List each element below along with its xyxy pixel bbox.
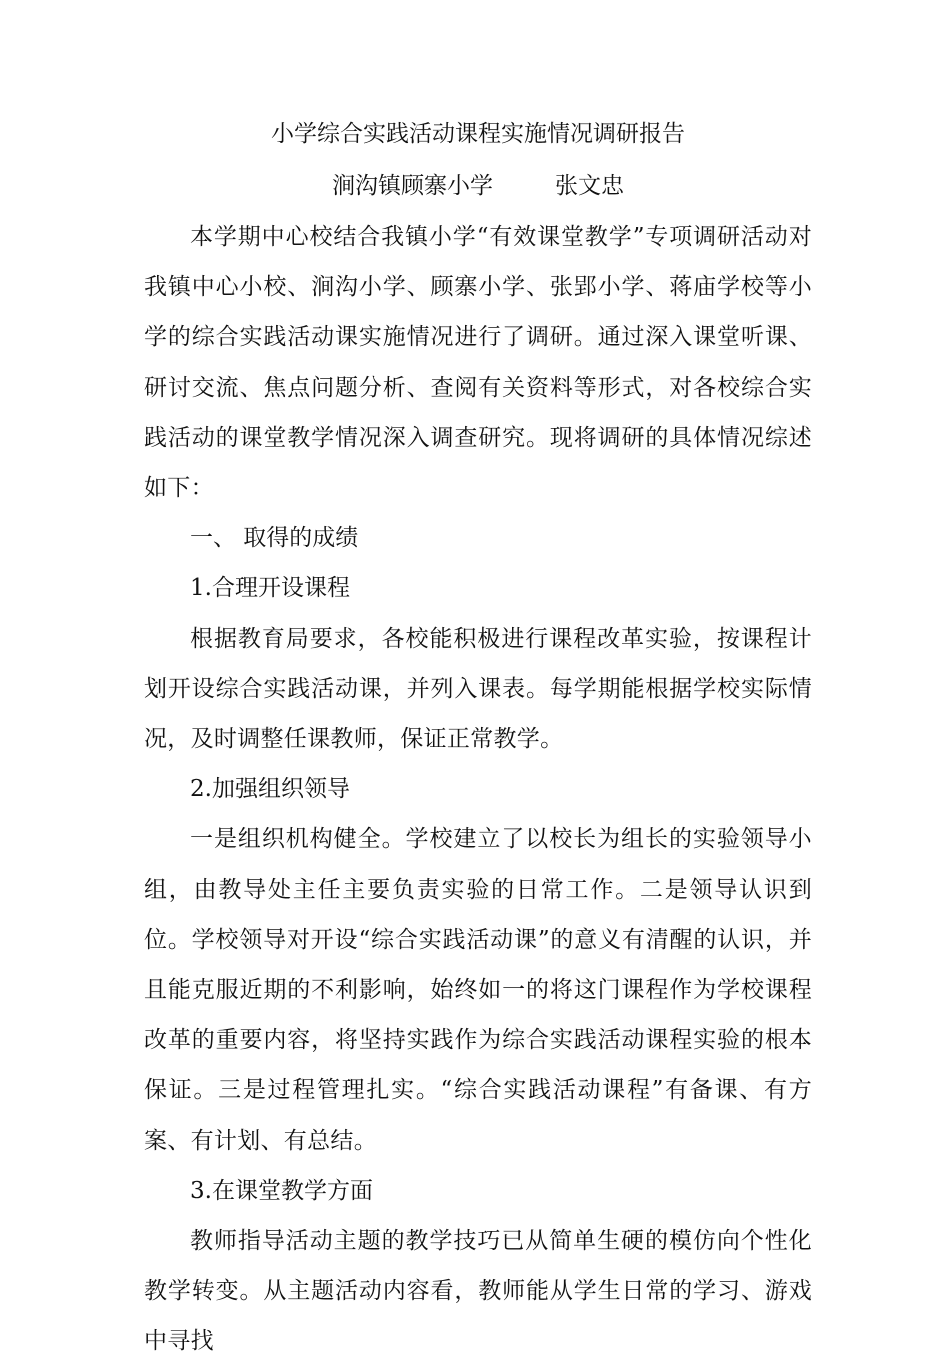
subsection-heading-1: 1.合理开设课程 (190, 575, 350, 602)
subsection-paragraph-3: 教师指导活动主题的教学技巧已从简单生硬的模仿向个性化教学转变。从主题活动内容看，教师能从学生日常的学习、游戏中寻找 (144, 1228, 812, 1355)
subsection-paragraph-2: 一是组织机构健全。学校建立了以校长为组长的实验领导小组，由教导处主任主要负责实验的日常工作。二是领导认识到位。学校领导对开设“综合实践活动课”的意义有清醒的认识，并且能克服近期的不利影响，始终如一的将这门课程作为学校课程改革的重要内容，将坚持实践作为综合实践活动课程实验的根本保证。三是过程管理扎实。“综合实践活动课程”有备课、有方案、有计划、有总结。 (144, 826, 812, 1154)
subsection-heading-3: 3.在课堂教学方面 (190, 1177, 373, 1204)
subsection-paragraph-1: 根据教育局要求，各校能积极进行课程改革实验，按课程计划开设综合实践活动课，并列入课表。每学期能根据学校实际情况，及时调整任课教师，保证正常教学。 (144, 625, 812, 753)
document-page (144, 108, 812, 1367)
school-name: 涧沟镇顾寨小学 (332, 173, 493, 199)
document-title: 小学综合实践活动课程实施情况调研报告 (271, 121, 685, 147)
author-name: 张文忠 (555, 173, 624, 199)
intro-paragraph: 本学期中心校结合我镇小学“有效课堂教学”专项调研活动对我镇中心小校、涧沟小学、顾寨小学、张郢小学、蒋庙学校等小学的综合实践活动课实施情况进行了调研。通过深入课堂听课、研讨交流、焦点问题分析、查阅有关资料等形式，对各校综合实践活动的课堂教学情况深入调查研究。现将调研的具体情况综述如下： (144, 224, 812, 502)
byline (144, 160, 812, 212)
subsection-heading-2: 2.加强组织领导 (190, 776, 350, 803)
section-heading-1: 一、 取得的成绩 (190, 525, 359, 552)
